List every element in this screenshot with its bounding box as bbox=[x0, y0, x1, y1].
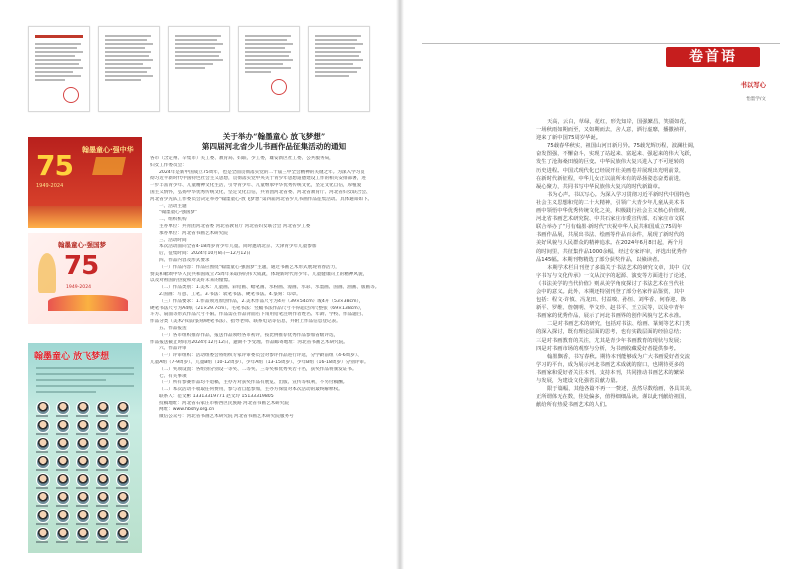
judge-avatar bbox=[56, 509, 70, 523]
judge-name-caption bbox=[36, 505, 48, 507]
editorial-paragraph: 翰墨飘香，书写春秋。期待本刊能够成为广大书画爱好者交流 bbox=[547, 353, 691, 360]
judge-avatar bbox=[56, 527, 70, 541]
poster-75-anniversary-light bbox=[28, 233, 142, 324]
notice-paragraph: （三）作品要求：1.作品须为原创作品，2.美术作品尺寸为4开（39×54cm）或4开（53×38cm）， bbox=[159, 298, 364, 304]
judge-avatar bbox=[76, 437, 90, 451]
editorial-paragraph: 限于篇幅，其他各篇不再一一赘述，虽然尽数绘画，各具其美， bbox=[547, 386, 696, 393]
judge-avatar bbox=[76, 419, 90, 433]
judge-avatar bbox=[36, 491, 50, 505]
judge-name-caption bbox=[76, 469, 88, 471]
judge-name-caption bbox=[96, 487, 108, 489]
judge-avatar bbox=[36, 419, 50, 433]
thumbnail-page-4 bbox=[238, 26, 300, 112]
judge-name-caption bbox=[116, 487, 128, 489]
notice-paragraph: 斗方、扇面等形式作品尺寸不限。作品需在作品背面右下角用铅笔注明作者姓名、年龄、学校、作品题目、 bbox=[150, 312, 366, 318]
poster1-headline: 翰墨童心·强中华 bbox=[82, 146, 134, 154]
judge-avatar bbox=[116, 527, 130, 541]
poster1-years: 1949-2024 bbox=[36, 183, 64, 189]
judge-name-caption bbox=[56, 523, 68, 525]
judge-avatar bbox=[56, 473, 70, 487]
judge-avatar bbox=[56, 455, 70, 469]
poster2-years: 1949-2024 bbox=[66, 285, 92, 290]
notice-paragraph: 六、作品评审 bbox=[159, 346, 187, 352]
judge-avatar bbox=[56, 401, 70, 415]
notice-paragraph: 后，征集时间：2024年10月8日—12月12日 bbox=[159, 251, 251, 257]
thumbnail-page-5 bbox=[308, 26, 370, 112]
judge-name-caption bbox=[56, 541, 68, 543]
judge-avatar bbox=[116, 401, 130, 415]
judge-avatar bbox=[36, 509, 50, 523]
editorial-paragraph: 书画家和爱好者关注本刊、支持本刊，共同推动书画艺术的繁荣 bbox=[536, 369, 685, 376]
judge-avatar bbox=[56, 437, 70, 451]
notice-paragraph: 三、活动时间 bbox=[159, 237, 187, 243]
judge-name-caption bbox=[96, 469, 108, 471]
editorial-paragraph: 迎来了新中国75周岁华诞。 bbox=[536, 135, 602, 142]
judge-avatar bbox=[76, 527, 90, 541]
judge-avatar bbox=[36, 455, 50, 469]
notice-paragraph: 硬笔书法尺寸为A4纸（21×29.7cm）。毛笔书法：竖幅书法作品尺寸不得超过四尺整张（69×138cm）， bbox=[150, 305, 365, 311]
judge-avatar bbox=[36, 401, 50, 415]
editorial-paragraph: 品145幅。本期刊物精选了部分获奖作品，以飨读者。 bbox=[536, 256, 663, 263]
judge-name-caption bbox=[36, 541, 48, 543]
judge-avatar bbox=[76, 491, 90, 505]
red-seal-icon bbox=[271, 79, 287, 95]
article-author: 怡墨学/文 bbox=[746, 97, 766, 102]
notice-paragraph: 本次活动面向全省4-18周岁青少年儿童。同时邀请北京、天津青少年儿童参加 bbox=[159, 244, 317, 250]
header-rule bbox=[422, 43, 780, 44]
notice-paragraph: （一）作品内容：作品应围绕“翰墨童心·强国梦”主题，通过书画艺术形式展现青春活力， bbox=[159, 264, 340, 270]
notice-paragraph: 各市（含定州、辛集市）关工委、教育局、妇联、少工委，雄安新区社工委、公共服务局， bbox=[150, 156, 334, 161]
judge-avatar bbox=[76, 401, 90, 415]
notice-paragraph: （二）奖项设置：各组别分别设一等奖、二等奖、三等奖和优秀奖若干名，获奖作品将颁发证书。 bbox=[159, 366, 357, 372]
thumbnail-page-1 bbox=[28, 26, 90, 112]
judge-avatar bbox=[36, 527, 50, 541]
judge-name-caption bbox=[56, 469, 68, 471]
judge-avatar bbox=[96, 527, 110, 541]
judge-name-caption bbox=[36, 523, 48, 525]
judge-name-caption bbox=[116, 469, 128, 471]
judge-name-caption bbox=[56, 487, 68, 489]
notice-paragraph: （一）所有参赛作品均不退稿，主办方对获奖作品有展览、出版、宣传等权利，不另付稿酬。 bbox=[159, 380, 348, 386]
notice-paragraph: （二）本次活动不收取任何费用，参与者自愿参加，主办方保留对本次活动的最终解释权。 bbox=[159, 387, 343, 393]
judge-name-caption bbox=[36, 487, 48, 489]
editorial-paragraph: 历史进程。中国式现代化已经展开壮美画卷并展现出光明前景， bbox=[536, 167, 685, 174]
judge-avatar bbox=[96, 419, 110, 433]
judge-name-caption bbox=[116, 433, 128, 435]
judge-avatar bbox=[36, 437, 50, 451]
judge-name-caption bbox=[56, 433, 68, 435]
judge-name-caption bbox=[96, 433, 108, 435]
notice-paragraph: 七、有关事项 bbox=[159, 373, 187, 379]
judge-name-caption bbox=[36, 451, 48, 453]
notice-paragraph: 作品报送截止时间为2024年12月12日，逾期不予受理。作品邮寄地址：河北省书画艺术研究院。 bbox=[150, 339, 348, 345]
judge-name-caption bbox=[116, 523, 128, 525]
notice-paragraph: 儿童A组（7-9周岁）、儿童B组（10-12周岁）、少年A组（13-15周岁）、少年B组（16-18周岁）分别评审。 bbox=[150, 359, 369, 365]
editorial-paragraph: 三是对书画教育的关注，尤其是青少年书画教育的现状与发展； bbox=[536, 337, 685, 344]
judge-avatar bbox=[116, 437, 130, 451]
notice-paragraph: （二）作品类别：1.美术：儿童画、彩铅画、蜡笔画、水粉画、漫画、水彩、水墨画、国画、油画、版画等。 bbox=[159, 285, 380, 291]
notice-paragraph: （一）评审组织：活动组委会将组织专家评审委员会对参评作品进行评选，分学龄前组（4-6周岁）、 bbox=[159, 353, 362, 359]
judge-avatar bbox=[116, 455, 130, 469]
book-gutter bbox=[396, 0, 404, 569]
editorial-paragraph: 与发展，为建设文化强省贡献力量。 bbox=[536, 378, 621, 384]
editorial-paragraph: 书画家的优秀作品，展示了河北书画界的创作风貌与艺术水准。 bbox=[536, 313, 685, 320]
notice-paragraph: “翰墨童心·强国梦” bbox=[159, 210, 198, 216]
editorial-paragraph: 本期学术栏目刊登了多篇关于书法艺术的研究文章，其中《汉 bbox=[547, 264, 691, 271]
judge-name-caption bbox=[96, 505, 108, 507]
editorial-paragraph: 二是对书画艺术的研究，包括对书法、绘画、篆刻等艺术门类 bbox=[547, 321, 691, 328]
notice-paragraph: 网址：www.hbshy.org.cn bbox=[159, 407, 215, 413]
judge-name-caption bbox=[56, 451, 68, 453]
judge-name-caption bbox=[36, 415, 48, 417]
editorial-paragraph: 联合举办了“月有翰墨·新时代”庆祝中华人民共和国成立75周年 bbox=[536, 224, 683, 231]
judge-avatar bbox=[116, 419, 130, 433]
notice-paragraph: 妇女工作委员会： bbox=[150, 162, 187, 168]
notice-paragraph: 赞美和歌颂中华人民共和国成立75周年来取得的伟大成就，体现新时代青少年、儿童健康向上的精神风貌， bbox=[150, 271, 368, 277]
judge-name-caption bbox=[96, 541, 108, 543]
column-logo: 卷首语 bbox=[666, 47, 760, 67]
judge-name-caption bbox=[96, 451, 108, 453]
notice-paragraph: 一、活动主题 bbox=[159, 203, 187, 209]
judge-name-caption bbox=[76, 541, 88, 543]
notice-paragraph: 五、作品报送 bbox=[159, 325, 187, 331]
editorial-paragraph: 一场秋雨如期而至，又如期而去，舍人意，洒行虚靡，播撒祯祥， bbox=[536, 127, 690, 134]
judge-avatar bbox=[76, 473, 90, 487]
judge-name-caption bbox=[116, 451, 128, 453]
editorial-paragraph: 75载春华秋实，祖国山河日新月异。75载光辉历程，波澜壮阔， bbox=[547, 143, 699, 150]
judge-avatar bbox=[96, 401, 110, 415]
notice-body bbox=[150, 156, 392, 421]
notice-paragraph: 投稿地址：河北省石家庄市桥西区民族路 河北省书画艺术研究院 bbox=[159, 400, 290, 406]
notice-paragraph: 微信公众号：河北省书画艺术研究院 河北省书画艺术研究院服务号 bbox=[159, 414, 294, 420]
poster-judges-panel bbox=[28, 343, 142, 553]
notice-paragraph: 国主义情怀，弘扬中华优秀传统文化，坚定文化自信，共青团河北省委、河北省教育厅、河北省妇女联合会、 bbox=[150, 189, 371, 195]
notice-paragraph: 主办单位：共青团河北省委 河北省教育厅 河北省妇女联合会 河北省少工委 bbox=[159, 223, 311, 229]
judge-name-caption bbox=[96, 415, 108, 417]
notice-paragraph: （一）各市组织推荐作品，报送作品须经各市初评，按比例推荐优秀作品参加省级评选， bbox=[159, 332, 339, 338]
editorial-paragraph: 会中的意义。此外，本期还特别刊登了部分名家作品鉴赏，其中 bbox=[536, 288, 685, 295]
editorial-paragraph: 发生了沧海桑田般的巨变。中华民族伟大复兴进入了不可逆转的 bbox=[536, 159, 685, 166]
judge-name-caption bbox=[36, 469, 48, 471]
judge-avatar bbox=[36, 473, 50, 487]
notice-paragraph: 一步丰富青少年、儿童精神文化生活，引导青少年、儿童继承中华优秀传统文化，坚定文化自信，厚植爱 bbox=[150, 183, 362, 189]
article-subtitle: 书以写心 bbox=[740, 81, 766, 89]
notice-paragraph: 二、组织机构 bbox=[159, 217, 187, 223]
judge-name-caption bbox=[76, 523, 88, 525]
judge-avatar bbox=[76, 509, 90, 523]
notice-paragraph: 2.国画：写意、工笔。3.书法：软笔书法、硬笔书法。4.篆刻：印章。 bbox=[159, 291, 301, 297]
editorial-paragraph: 包括：程文·许慎、冯龙田、付益嗅、孙恒、刘华香、何春迎、陈 bbox=[536, 297, 686, 304]
judge-name-caption bbox=[116, 415, 128, 417]
poster3-headline: 翰墨童心 放飞梦想 bbox=[34, 352, 110, 362]
judge-avatar bbox=[96, 491, 110, 505]
poster2-headline: 翰墨童心·强国梦 bbox=[58, 241, 106, 249]
judge-avatar bbox=[116, 473, 130, 487]
thumbnail-title bbox=[35, 35, 83, 38]
editorial-paragraph: 书为心声。书以写心。为深入学习贯彻习近平新时代中国特色 bbox=[547, 191, 691, 198]
judge-name-caption bbox=[56, 415, 68, 417]
judge-name-caption bbox=[76, 415, 88, 417]
poster2-ribbon-illustration bbox=[48, 295, 128, 311]
editorial-paragraph: 学习的平台，成为展示河北书画艺术成就的窗口，也期待更多的 bbox=[536, 361, 685, 368]
editorial-paragraph: 天高，云白，草绿，花红，形先知岸，国强繁昌，笑靥如花， bbox=[547, 119, 691, 125]
editorial-paragraph: 奋发图强，不懈奋斗，实现了站起来、富起来、强起来的伟大飞跃， bbox=[536, 151, 695, 158]
notice-paragraph: 以及对祖国的热爱和对美好未来的憧憬。 bbox=[150, 278, 233, 284]
judge-name-caption bbox=[116, 541, 128, 543]
notice-paragraph: 联系人：范文彬 13313319771 赵文玲 15133319805 bbox=[159, 393, 274, 399]
notice-paragraph: 作品分类（美术/书法/篆刻/硬笔书法）、指导老师、联系电话等信息，并附上作品信息登记表。 bbox=[150, 319, 341, 325]
editorial-body bbox=[536, 118, 768, 409]
editorial-paragraph: 新平、罗维、詹朝明、毕文珍、赵书平、王立民等，以及中青年 bbox=[536, 305, 685, 312]
judge-avatar bbox=[96, 437, 110, 451]
document-thumbnails bbox=[28, 26, 373, 124]
thumbnail-page-2 bbox=[98, 26, 160, 112]
judge-avatar bbox=[76, 455, 90, 469]
judge-avatar bbox=[116, 491, 130, 505]
editorial-paragraph: 凝心聚力，共同书写中华民族伟大复兴的时代新篇章。 bbox=[536, 183, 664, 190]
judge-avatar bbox=[56, 491, 70, 505]
judge-avatar bbox=[56, 419, 70, 433]
notice-paragraph: 承办单位：河北省书画艺术研究院 bbox=[159, 230, 228, 236]
judge-name-caption bbox=[76, 433, 88, 435]
poster1-number: 75 bbox=[36, 149, 73, 182]
editorial-paragraph: 社会主义思想和党的二十大精神，引领广大青少年儿童从美术书 bbox=[536, 199, 685, 206]
notice-title-line-1: 关于举办“翰墨童心 放飞梦想” bbox=[222, 132, 326, 141]
judge-name-caption bbox=[36, 433, 48, 435]
thumbnail-page-3 bbox=[168, 26, 230, 112]
judge-avatar bbox=[96, 473, 110, 487]
editorial-paragraph: 书画作品展，共展出书法、绘画等作品百余件，展现了新时代的 bbox=[536, 232, 685, 239]
judge-avatar bbox=[116, 509, 130, 523]
editorial-paragraph: 美好风貌与人民群众的精神追求。在2024年6月8日起，两个月 bbox=[536, 240, 684, 247]
judge-avatar bbox=[96, 455, 110, 469]
judge-avatar bbox=[96, 509, 110, 523]
judge-name-caption bbox=[76, 505, 88, 507]
editorial-paragraph: 的时间里，共征集作品1000余幅，经过专家评审，评选出优秀作 bbox=[536, 248, 688, 255]
editorial-paragraph: 在新时代新征程，中华儿女正以前所未有的昂扬姿态奋勇前进， bbox=[536, 175, 685, 182]
notice-title-line-2: 第四届河北省少儿书画作品征集活动的通知 bbox=[201, 142, 347, 151]
judge-name-caption bbox=[76, 487, 88, 489]
notice-paragraph: 彻习近平新时代中国特色社会主义思想，贯彻落实党中央关于青少年思想道德建设工作的相关安排部署，进 bbox=[150, 176, 366, 182]
editorial-paragraph: 字书写与文化传承》一文从汉字的起源、演变等方面进行了论述， bbox=[536, 272, 690, 279]
judge-name-caption bbox=[76, 451, 88, 453]
editorial-paragraph: 四是对书画市场的观察与分析，为书画收藏爱好者提供参考。 bbox=[536, 345, 680, 352]
editorial-paragraph: 画中领悟中华优秀传统文化之美，积极践行社会主义核心价值观， bbox=[536, 208, 690, 215]
judge-name-caption bbox=[96, 523, 108, 525]
judge-name-caption bbox=[116, 505, 128, 507]
poster1-crowd-illustration bbox=[28, 206, 142, 228]
editorial-paragraph: 河北省书画艺术研究院、中共石家庄市委宣传部、石家庄市文联 bbox=[536, 216, 685, 223]
editorial-paragraph: 正所谓体无在数，佳处偏多，值得细细品读。谨以此刊献给祖国， bbox=[536, 394, 690, 401]
judge-name-caption bbox=[56, 505, 68, 507]
red-seal-icon bbox=[63, 87, 79, 103]
editorial-paragraph: 《书法美学的当代价值》则从美学角度探讨了书法艺术在当代社 bbox=[536, 280, 685, 287]
poster2-number: 75 bbox=[64, 251, 99, 281]
poster-75-anniversary-red bbox=[28, 137, 142, 228]
notice-paragraph: 四、作品内容及形式要求 bbox=[159, 257, 210, 263]
editorial-paragraph: 的深入探讨，既有理论层面的思考，也有实践层面的经验总结； bbox=[536, 329, 685, 336]
notice-paragraph: 河北省少先队工作委员会决定举办“翰墨童心·放飞梦想”第四届河北省少儿书画作品征集活动。具体通知如下。 bbox=[150, 196, 373, 202]
notice-paragraph: 2024年是新中国成立75周年，也是全面贯彻落实党的二十届三中全会精神的关键之年。为深入学习贯 bbox=[159, 169, 365, 175]
editorial-paragraph: 献给所有热爱书画艺术的人们。 bbox=[536, 402, 611, 409]
